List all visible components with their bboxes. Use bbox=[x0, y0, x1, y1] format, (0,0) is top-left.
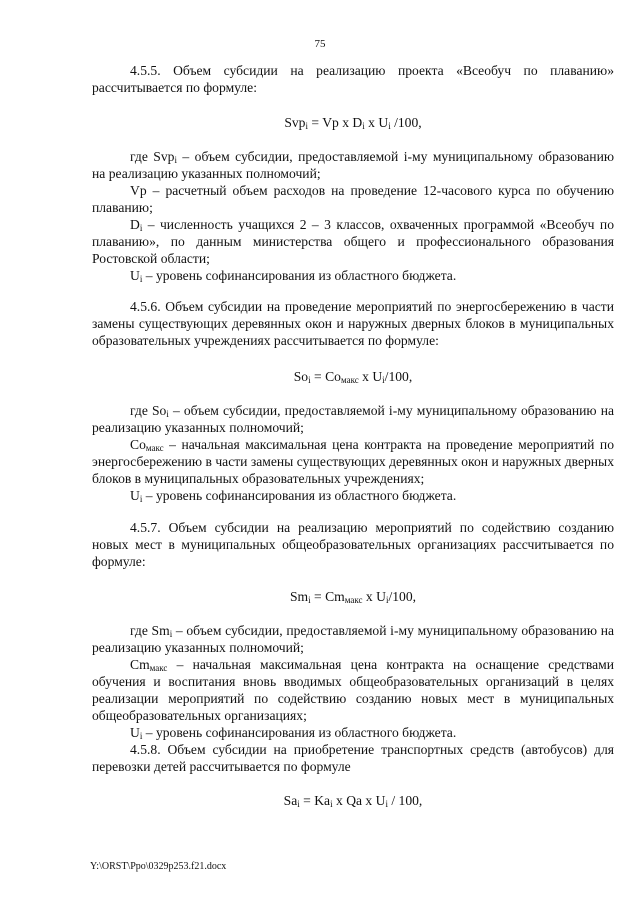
paragraph-text: 4.5.8. Объем субсидии на приобретение транспортных средств (автобусов) для перевозки детей рассчитывается по формуле bbox=[92, 742, 614, 774]
paragraph-4-5-6 bbox=[92, 298, 614, 349]
paragraph-4-5-7 bbox=[92, 519, 614, 570]
page-number: 75 bbox=[314, 38, 326, 50]
definition-item: $U_i$ – уровень софинансирования из областного бюджета. bbox=[130, 488, 457, 504]
formula-sa: $Sa_i = Ka_i$ x Qa x $U_i / 100$, bbox=[283, 793, 423, 809]
definition-item: где $So_i$ – объем субсидии, предоставляемой i-му муниципальному образованию на реализацию указанных полномочий; bbox=[92, 403, 614, 435]
paragraph-4-5-8 bbox=[92, 741, 614, 775]
definition-item: $D_i$ – численность учащихся 2 – 3 классов, охваченных программой «Всеобуч по плаванию», по данным министерства общего и профессионального образования Ростовской области; bbox=[92, 217, 614, 266]
definition-item: $Co_{макс}$ – начальная максимальная цена контракта на проведение мероприятий по энергосбережению в части замены существующих деревянных окон и наружных дверных блоков в муниципальных образовательных учреждениях; bbox=[92, 437, 614, 486]
definition-item: $U_i$ – уровень софинансирования из областного бюджета. bbox=[130, 725, 457, 741]
definition-item: $U_i$ – уровень софинансирования из областного бюджета. bbox=[130, 268, 457, 284]
definition-item: $Cm_{макс}$ – начальная максимальная цена контракта на оснащение средствами обучения и воспитания вновь вводимых общеобразовательных организаций в целях реализации мероприятий по содействию созданию новых мест в муниципальных общеобразовательных организациях; bbox=[92, 657, 614, 723]
definition-item: где Svp$_i$ – объем субсидии, предоставляемой i-му муниципальному образованию на реализацию указанных полномочий; bbox=[92, 149, 614, 181]
definition-item: где $Sm_i$ – объем субсидии, предоставляемой i-му муниципальному образованию на реализацию указанных полномочий; bbox=[92, 623, 614, 655]
paragraph-4-5-5 bbox=[92, 62, 614, 96]
definition-item: Vp – расчетный объем расходов на проведение 12-часового курса по обучению плаванию; bbox=[92, 183, 614, 215]
definitions-4-5-7 bbox=[92, 622, 614, 741]
paragraph-text: 4.5.5. Объем субсидии на реализацию проекта «Всеобуч по плаванию» рассчитывается по формуле: bbox=[92, 63, 614, 95]
paragraph-text: 4.5.7. Объем субсидии на реализацию мероприятий по содействию созданию новых мест в муниципальных общеобразовательных организациях рассчитывается по формуле: bbox=[92, 520, 614, 569]
formula-svp: Svp$_i$ = Vp x $D_i$ x $U_i$ /100, bbox=[284, 115, 422, 131]
paragraph-text: 4.5.6. Объем субсидии на проведение мероприятий по энергосбережению в части замены существующих деревянных окон и наружных дверных блоков в муниципальных образовательных учреждениях рассчитывается по формуле: bbox=[92, 299, 614, 348]
formula-sm: $Sm_i = Cm_{макс}$ x $U_i/100$, bbox=[289, 589, 417, 605]
definitions-4-5-6 bbox=[92, 402, 614, 504]
file-path-footer: Y:\ORST\Ppo\0329p253.f21.docx bbox=[90, 861, 227, 872]
formula-so: $So_i = Co_{макс}$ x $U_i/100$, bbox=[293, 369, 413, 385]
definitions-4-5-5 bbox=[92, 148, 614, 284]
